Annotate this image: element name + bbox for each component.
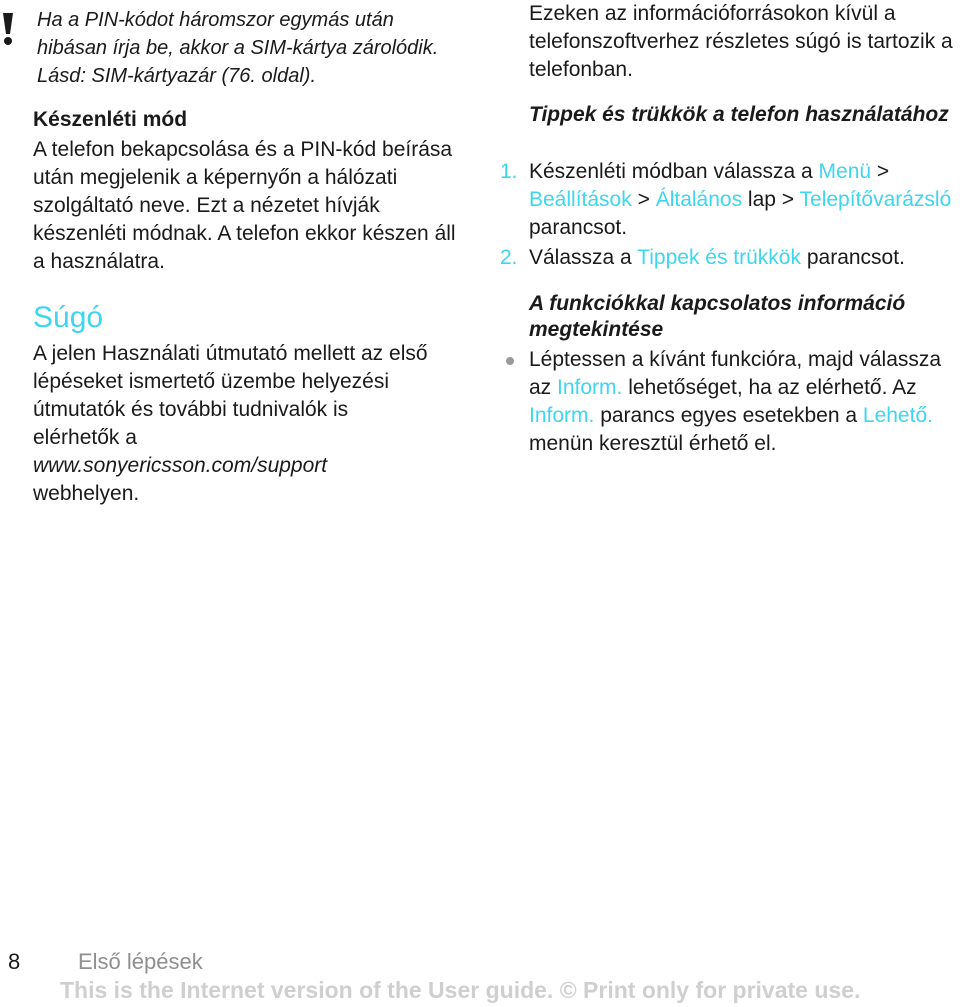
warning-text: Ha a PIN-kódot háromszor egymás után hibásan írja be, akkor a SIM-kártya zárolódik. Lásd: SIM-kártyazár (76. oldal).	[37, 9, 439, 87]
functions-heading: A funkciókkal kapcsolatos információ megtekintése	[529, 292, 906, 341]
bullet-text-part: parancs egyes esetekben a	[600, 404, 858, 427]
tips-link: Tippek és trükkök	[637, 246, 801, 269]
help-heading: Súgó	[33, 301, 104, 334]
exclamation-icon	[0, 12, 16, 46]
functions-bullet	[500, 346, 960, 486]
support-url: www.sonyericsson.com/support	[33, 454, 328, 477]
page-number: 8	[8, 949, 21, 974]
step-text	[529, 244, 959, 272]
menu-link: Menü	[818, 160, 872, 183]
step-text-end: parancsot.	[529, 216, 628, 239]
menu-separator: >	[637, 188, 650, 211]
help-body	[33, 340, 433, 508]
options-link: Lehető.	[862, 404, 933, 427]
settings-link: Beállítások	[529, 188, 632, 211]
bullet-icon	[506, 357, 514, 365]
step-text-start: Válassza a	[529, 246, 632, 269]
tab-word: lap	[747, 188, 776, 211]
footer-section-title: Első lépések	[78, 949, 203, 974]
bullet-text-part: menün keresztül érhető el.	[529, 432, 777, 455]
step-number: 2.	[500, 246, 518, 269]
bullet-text-part: Léptessen a kívánt funkcióra, majd válassza az	[529, 348, 942, 399]
help-body-text: A jelen Használati útmutató mellett az első lépéseket ismertető üzembe helyezési útmutatók és további tudnivalók is elérhetők a	[33, 342, 428, 449]
bullet-text-part: lehetőséget, ha az elérhető. Az	[628, 376, 917, 399]
general-link: Általános	[655, 188, 743, 211]
inform-link: Inform.	[557, 376, 623, 399]
tips-step-1	[500, 158, 960, 242]
help-body-end: webhelyen.	[33, 482, 140, 505]
standby-body: A telefon bekapcsolása és a PIN-kód beírása után megjelenik a képernyőn a hálózati szolgáltató neve. Ezt a nézetet hívják készenléti módnak. A telefon ekkor készen áll a használatra.	[33, 138, 456, 273]
standby-heading: Készenléti mód	[33, 108, 188, 131]
step-text-start: Készenléti módban válassza a	[529, 160, 813, 183]
intro-paragraph: Ezeken az információforrásokon kívül a telefonszoftverhez részletes súgó is tartozik a telefonban.	[529, 2, 953, 81]
tips-heading: Tippek és trükkök a telefon használatához	[529, 103, 949, 126]
menu-separator: >	[876, 160, 890, 183]
wizard-link: Telepítővarázsló	[799, 188, 952, 211]
tips-step-2	[500, 244, 960, 272]
menu-separator: >	[781, 188, 795, 211]
watermark-text: This is the Internet version of the User guide. © Print only for private use.	[60, 977, 861, 1003]
bullet-text	[529, 346, 959, 458]
step-number: 1.	[500, 160, 518, 183]
step-text	[529, 158, 959, 242]
step-text-end: parancsot.	[806, 246, 905, 269]
inform-link: Inform.	[529, 404, 595, 427]
